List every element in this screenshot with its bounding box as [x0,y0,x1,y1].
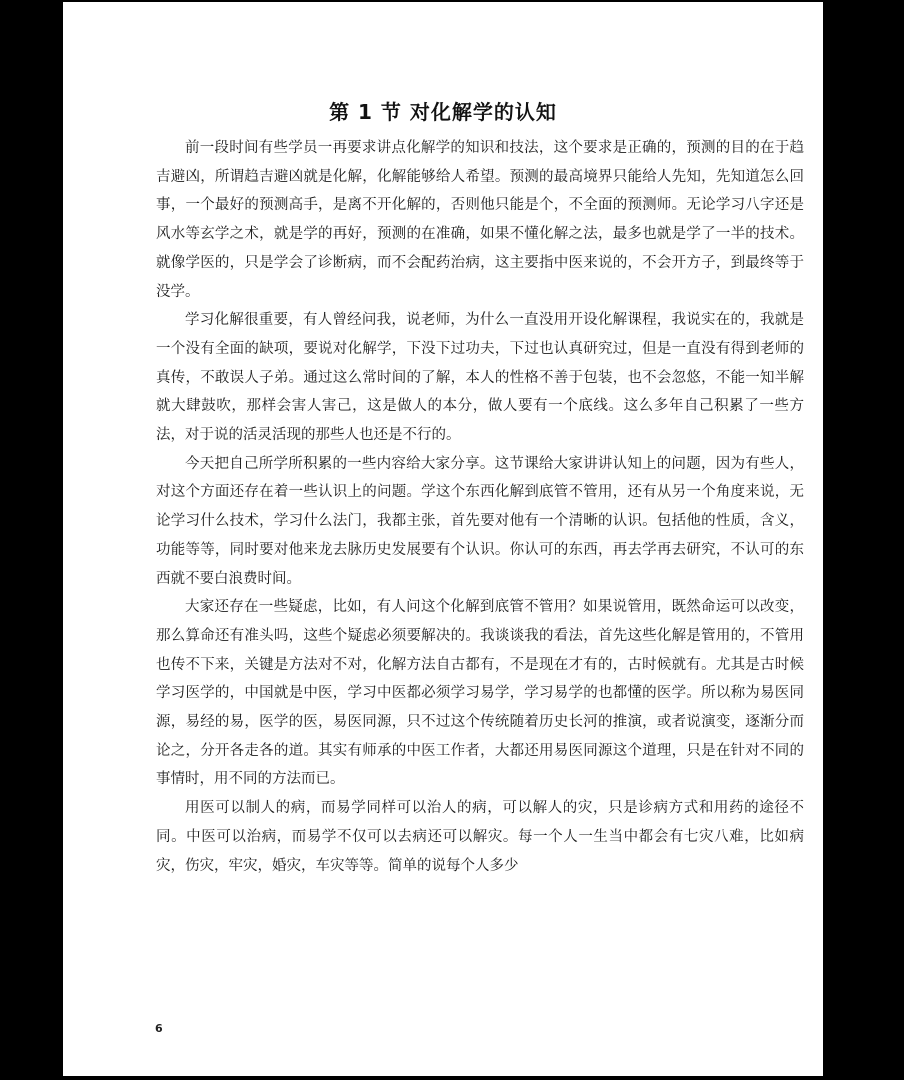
section-title: 第 1 节 对化解学的认知 [329,100,557,124]
paragraph-4: 大家还存在一些疑虑，比如，有人问这个化解到底管不管用？如果说管用，既然命运可以改变，那么算命还有准头吗，这些个疑虑必须要解决的。我谈谈我的看法，首先这些化解是管用的，不管用也传不下来，关键是方法对不对，化解方法自古都有，不是现在才有的，古时候就有。尤其是古时候学习医学的，中国就是中医，学习中医都必须学习易学，学习易学的也都懂的医学。所以称为易医同源，易经的易，医学的医，易医同源，只不过这个传统随着历史长河的推演，或者说演变，逐渐分而论之，分开各走各的道。其实有师承的中医工作者，大都还用易医同源这个道理，只是在针对不同的事情时，用不同的方法而已。 [156,599,804,788]
paragraph-2: 学习化解很重要，有人曾经问我，说老师，为什么一直没用开设化解课程，我说实在的，我就是一个没有全面的缺项，要说对化解学，下没下过功夫，下过也认真研究过，但是一直没有得到老师的真传，不敢误人子弟。通过这么常时间的了解，本人的性格不善于包装，也不会忽悠，不能一知半解就大肆鼓吹，那样会害人害己，这是做人的本分，做人要有一个底线。这么多年自己积累了一些方法，对于说的活灵活现的那些人也还是不行的。 [156,312,804,444]
body-text [156,134,804,880]
document-page [63,2,823,1076]
paragraph-1: 前一段时间有些学员一再要求讲点化解学的知识和技法，这个要求是正确的，预测的目的在于趋吉避凶，所谓趋吉避凶就是化解，化解能够给人希望。预测的最高境界只能给人先知，先知道怎么回事，一个最好的预测高手，是离不开化解的，否则他只能是个，不全面的预测师。无论学习八字还是风水等玄学之术，就是学的再好，预测的在准确，如果不懂化解之法，最多也就是学了一半的技术。就像学医的，只是学会了诊断病，而不会配药治病，这主要指中医来说的，不会开方子，到最终等于没学。 [156,140,804,300]
page-number: 6 [155,1022,163,1035]
paragraph-3: 今天把自己所学所积累的一些内容给大家分享。这节课给大家讲讲认知上的问题，因为有些人，对这个方面还存在着一些认识上的问题。学这个东西化解到底管不管用，还有从另一个角度来说，无论学习什么技术，学习什么法门，我都主张，首先要对他有一个清晰的认识。包括他的性质，含义，功能等等，同时要对他来龙去脉历史发展要有个认识。你认可的东西，再去学再去研究，不认可的东西就不要白浪费时间。 [156,455,804,587]
paragraph-5: 用医可以制人的病，而易学同样可以治人的病，可以解人的灾，只是诊病方式和用药的途径不同。中医可以治病，而易学不仅可以去病还可以解灾。每一个人一生当中都会有七灾八难，比如病灾，伤灾，牢灾，婚灾，车灾等等。简单的说每个人多少 [156,800,804,874]
